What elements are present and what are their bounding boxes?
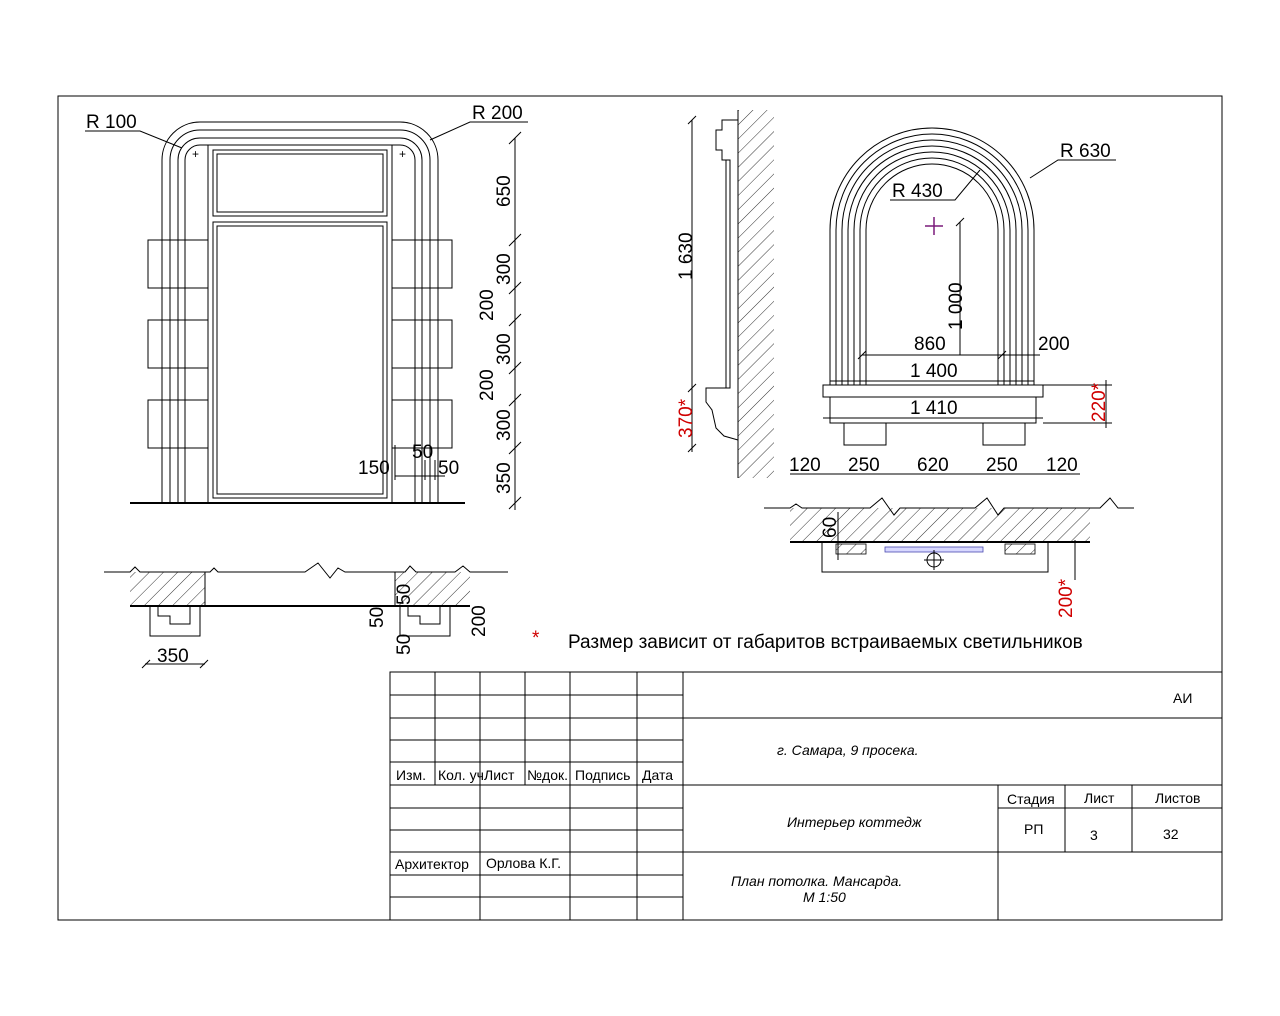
tb-project: Интерьер коттедж — [787, 814, 922, 830]
note-text: Размер зависит от габаритов встраиваемых светильников — [568, 632, 1083, 653]
tb-sheet-title: План потолка. Мансарда. — [731, 873, 903, 889]
arch-bottom-dim-1: 120 — [789, 455, 821, 476]
svg-text:+: + — [399, 147, 407, 161]
tb-name: Орлова К.Г. — [486, 855, 562, 871]
door-dim-300c: 300 — [494, 409, 515, 441]
arch-height-side: 1 630 — [676, 232, 697, 280]
tb-role: Архитектор — [395, 856, 469, 872]
door-plan — [104, 563, 508, 668]
tb-header-podpis: Подпись — [575, 767, 631, 783]
tb-scale: М 1:50 — [803, 889, 846, 905]
arch-bottom-dim-3: 620 — [917, 455, 949, 476]
door-radius-outer: R 200 — [472, 103, 523, 124]
door-plan-dim-a: 50 — [394, 583, 415, 605]
arch-sill-lower: 1 410 — [910, 398, 958, 419]
door-dim-350: 350 — [494, 462, 515, 494]
door-dim-650: 650 — [494, 175, 515, 207]
door-radius-inner: R 100 — [86, 112, 137, 133]
door-dim-50a: 50 — [412, 442, 434, 463]
tb-sheets-label: Листов — [1155, 790, 1201, 806]
note-marker: * — [532, 628, 540, 649]
door-plan-dim-b: 50 — [367, 606, 388, 628]
arch-elevation — [789, 128, 1116, 476]
door-dim-50b: 50 — [438, 458, 460, 479]
arch-height-inner: 1 000 — [946, 282, 967, 330]
arch-bottom-dim-2: 250 — [848, 455, 880, 476]
tb-sheet: 3 — [1090, 827, 1098, 843]
door-dim-300a: 300 — [494, 253, 515, 285]
tb-stage: РП — [1024, 821, 1044, 837]
tb-sheets: 32 — [1163, 826, 1179, 842]
svg-text:+: + — [192, 147, 200, 161]
tb-header-ndok: №док. — [527, 767, 568, 783]
tb-sheet-label: Лист — [1084, 790, 1115, 806]
tb-stage-label: Стадия — [1007, 791, 1055, 807]
arch-dim-red-left: 370* — [676, 398, 697, 438]
arch-radius-outer: R 630 — [1060, 141, 1111, 162]
arch-span: 860 — [914, 334, 946, 355]
door-dim-150: 150 — [358, 458, 390, 479]
tb-location: г. Самара, 9 просека. — [777, 742, 919, 758]
arch-bottom-dim-4: 250 — [986, 455, 1018, 476]
tb-header-data: Дата — [642, 767, 674, 783]
door-dim-300b: 300 — [494, 333, 515, 365]
arch-jamb: 200 — [1038, 334, 1070, 355]
arch-sill-upper: 1 400 — [910, 361, 958, 382]
door-elevation — [85, 103, 528, 510]
tb-header-izm: Изм. — [396, 767, 426, 783]
tb-code: АИ — [1173, 690, 1193, 706]
door-plan-width: 350 — [157, 646, 189, 667]
title-block — [390, 672, 1222, 920]
arch-plan-dim-red: 200* — [1056, 578, 1077, 618]
arch-plan — [764, 498, 1134, 618]
arch-radius-inner: R 430 — [892, 181, 943, 202]
tb-header-kol: Кол. уч — [438, 767, 484, 783]
door-dim-200a: 200 — [477, 289, 498, 321]
door-plan-dim-c: 50 — [394, 633, 415, 655]
door-plan-dim-d: 200 — [469, 605, 490, 637]
arch-bottom-dim-5: 120 — [1046, 455, 1078, 476]
tb-header-list: Лист — [484, 767, 515, 783]
arch-plan-depth: 60 — [820, 516, 841, 538]
arch-dim-red-right: 220* — [1089, 382, 1110, 422]
arch-section — [676, 110, 774, 478]
door-dim-200b: 200 — [477, 369, 498, 401]
